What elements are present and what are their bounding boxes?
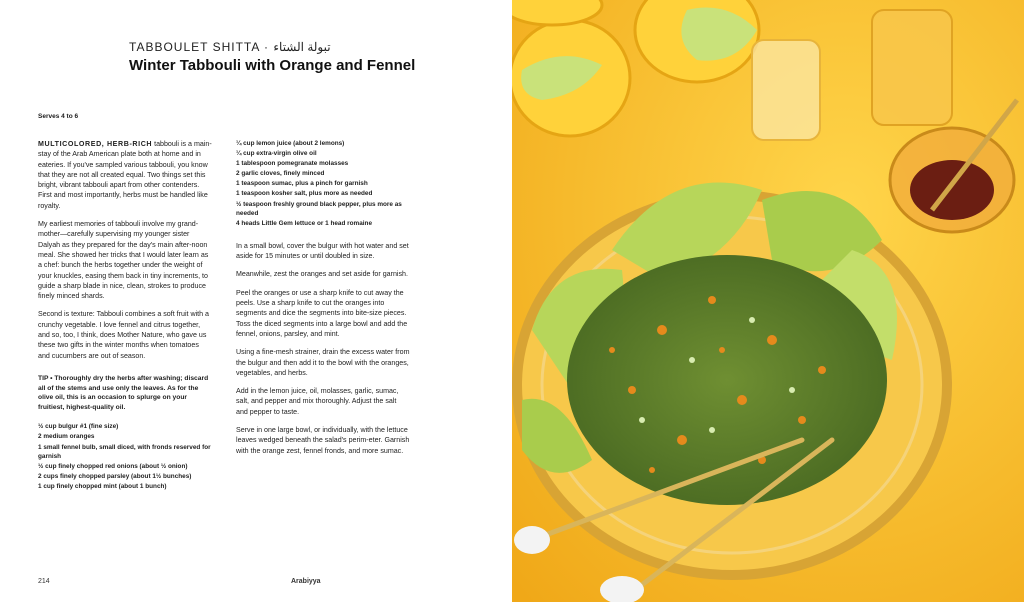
- kicker-arabic: تبولة الشتاء: [273, 40, 331, 54]
- salad-illustration: [512, 0, 1024, 602]
- intro-paragraph-2: My earliest memories of tabbouli involve my grand-mother—carefully supervising my younger sister Dalyah as they prepared for the day's main after-noon meal. She showed her tricks that I would later learn as a chef: bunch the herbs together under the weight of your knuckles, easing them back in tiny increments, to guide a sharp blade in nice, clean, strokes to produce finely minced shards.: [38, 220, 209, 301]
- kicker-separator: ·: [264, 40, 270, 54]
- intro-lead: MULTICOLORED, HERB-RICH: [38, 140, 153, 148]
- method-step: In a small bowl, cover the bulgur with hot water and set aside for 15 minutes or until doubled in size.: [236, 241, 409, 261]
- method-step: Serve in one large bowl, or individually, with the lettuce leaves wedged beneath the salad's perim-eter. Garnish with the orange zest, fennel fronds, and more sumac.: [236, 426, 410, 455]
- salad-photo: [512, 0, 1024, 602]
- ingredient-item: 1 teaspoon kosher salt, plus more as needed: [236, 190, 373, 198]
- water-glass-1: [752, 40, 820, 140]
- ingredient-item: 1 cup finely chopped mint (about 1 bunch): [38, 482, 167, 490]
- tip-text: TIP • Thoroughly dry the herbs after washing; discard all of the stems and use only the leaves. As for the olive oil, this is an occasion to splurge on your fruitiest, highest-quality oil.: [38, 374, 209, 411]
- ingredient-item: ½ cup bulgur #1 (fine size): [38, 423, 119, 431]
- ingredient-item: ¼ cup extra-virgin olive oil: [236, 150, 317, 158]
- ingredients-list-left: [38, 422, 212, 491]
- ingredients-list-right: [236, 139, 410, 228]
- hand-left: [514, 526, 550, 554]
- water-glass-2: [872, 10, 952, 125]
- running-title: Arabiyya: [291, 578, 321, 585]
- ingredient-item: 2 garlic cloves, finely minced: [236, 170, 325, 178]
- method-step: Peel the oranges or use a sharp knife to cut away the peels. Use a sharp knife to cut the oranges into segments and dice the segments into bite-size pieces. Toss the diced segments into a large bowl and add the fennel, onions, parsley, and mint.: [236, 288, 408, 338]
- method-step: Meanwhile, zest the oranges and set aside for garnish.: [236, 270, 408, 279]
- intro-paragraph-1: MULTICOLORED, HERB-RICH tabbouli is a main-stay of the Arab American plate both at home and in eateries. If you've sampled various tabbouli, you know that they are not all created equal. Two things set this bright, vibrant tabbouli apart from other contenders. First and most importantly, herbs must be handled like royalty.: [38, 140, 212, 210]
- ingredient-item: ¼ cup lemon juice (about 2 lemons): [236, 140, 345, 147]
- ingredient-item: ½ teaspoon freshly ground black pepper, plus more as needed: [236, 200, 402, 217]
- left-column: [38, 139, 212, 492]
- ingredient-item: 2 cups finely chopped parsley (about 1½ bunches): [38, 472, 192, 480]
- ingredient-item: 1 teaspoon sumac, plus a pinch for garnish: [236, 180, 368, 188]
- recipe-title: Winter Tabbouli with Orange and Fennel: [129, 57, 416, 74]
- intro-paragraph-3: Second is texture: Tabbouli combines a soft fruit with a crunchy vegetable. I love fennel and citrus together, and so, too, I think, does Mother Nature, who gave us these two gifts in the winter months when tomatoes and cucumbers are out of season.: [38, 310, 209, 360]
- ingredient-item: 1 small fennel bulb, small diced, with fronds reserved for garnish: [38, 443, 211, 460]
- sumac-spice: [910, 160, 994, 220]
- ingredient-item: 1 tablespoon pomegranate molasses: [236, 160, 349, 168]
- kicker-latin: TABBOULET SHITTA: [129, 40, 260, 54]
- page-number: 214: [38, 578, 50, 585]
- ingredient-item: 2 medium oranges: [38, 433, 95, 441]
- method-step: Add in the lemon juice, oil, molasses, garlic, sumac, salt, and pepper and mix thoroughly. Adjust the salt and pepper to taste.: [236, 387, 399, 416]
- method-step: Using a fine-mesh strainer, drain the excess water from the bulgur and then add it to the bowl with the oranges, vegetables, and herbs.: [236, 348, 410, 377]
- right-column: [236, 139, 410, 464]
- ingredient-item: ½ cup finely chopped red onions (about ½ onion): [38, 462, 188, 470]
- ingredient-item: 4 heads Little Gem lettuce or 1 head romaine: [236, 219, 373, 227]
- recipe-kicker: [129, 40, 331, 54]
- method-steps: [236, 241, 410, 456]
- serves-text: Serves 4 to 6: [38, 113, 79, 120]
